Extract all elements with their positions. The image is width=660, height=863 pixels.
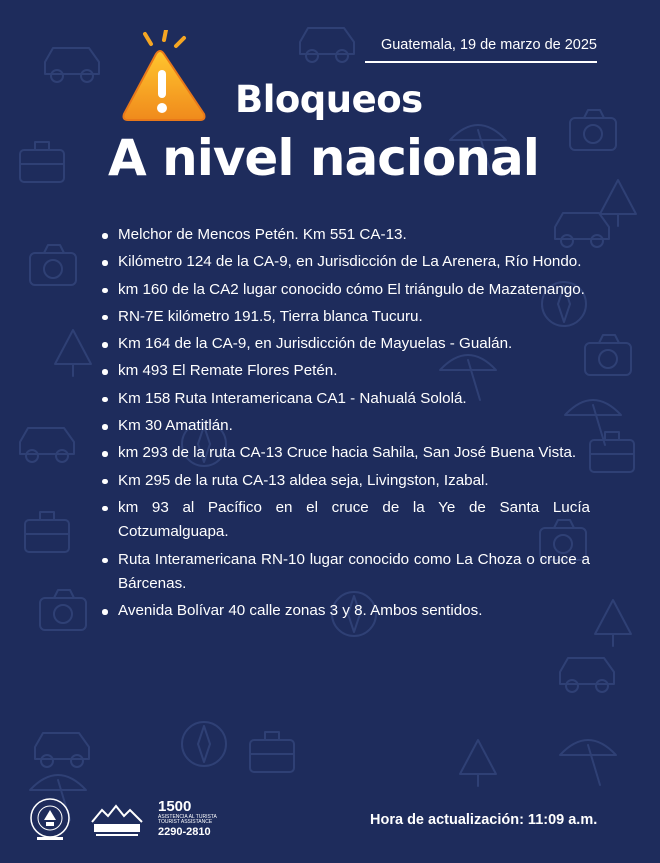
list-item: Km 164 de la CA-9, en Jurisdicción de Mayuelas - Gualán. [100, 332, 590, 356]
list-item: km 160 de la CA2 lugar conocido cómo El triángulo de Mazatenango. [100, 278, 590, 302]
list-item: RN-7E kilómetro 191.5, Tierra blanca Tucuru. [100, 305, 590, 329]
list-item: Avenida Bolívar 40 calle zonas 3 y 8. Ambos sentidos. [100, 599, 590, 623]
list-item: km 493 El Remate Flores Petén. [100, 359, 590, 383]
list-item: Ruta Interamericana RN-10 lugar conocido como La Choza o cruce a Bárcenas. [100, 548, 590, 597]
inguat-logo [88, 802, 146, 838]
list-item: km 93 al Pacífico en el cruce de la Ye de Santa Lucía Cotzumalguapa. [100, 496, 590, 545]
list-item: Km 158 Ruta Interamericana CA1 - Nahualá Sololá. [100, 387, 590, 411]
footer-logos [20, 796, 220, 846]
assistance-number: 1500 [158, 798, 192, 815]
list-item: Km 295 de la ruta CA-13 aldea seja, Livingston, Izabal. [100, 469, 590, 493]
assistance-subtitle: ASISTENCIA AL TURISTA TOURIST ASSISTANCE [158, 814, 217, 825]
tourist-assistance-logo [158, 798, 218, 844]
assistance-phone: 2290-2810 [158, 826, 211, 838]
date-text: Guatemala, 19 de marzo de 2025 [380, 37, 597, 53]
government-seal-logo [28, 796, 72, 842]
update-time-text: Hora de actualización: 11:09 a.m. [370, 812, 598, 828]
title-line-2: A nivel nacional [108, 129, 539, 187]
warning-triangle-icon [118, 30, 210, 126]
date-underline [365, 61, 597, 63]
title-line-1: Bloqueos [235, 78, 423, 121]
list-item: Km 30 Amatitlán. [100, 414, 590, 438]
list-item: Kilómetro 124 de la CA-9, en Jurisdicción de La Arenera, Río Hondo. [100, 250, 590, 274]
list-item: Melchor de Mencos Petén. Km 551 CA-13. [100, 223, 590, 247]
blockade-list [100, 223, 590, 627]
list-item: km 293 de la ruta CA-13 Cruce hacia Sahila, San José Buena Vista. [100, 441, 590, 465]
